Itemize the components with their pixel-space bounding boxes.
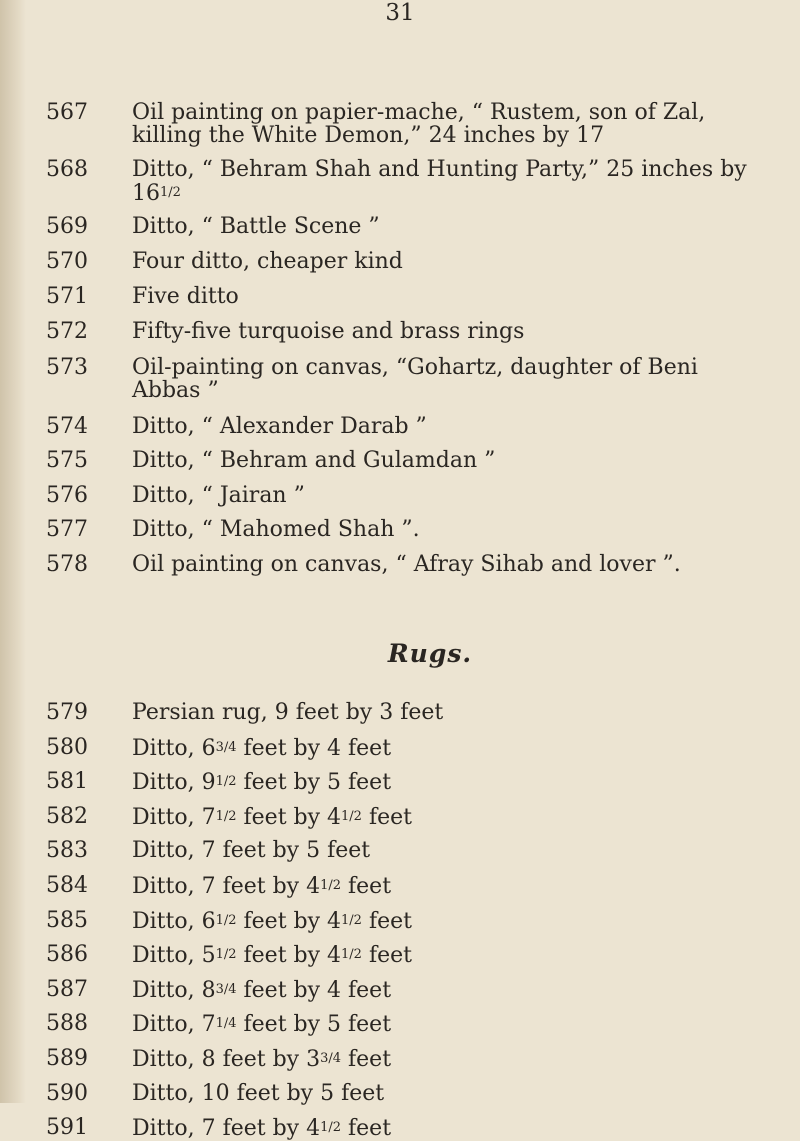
lot-description-text: Ditto, 5 [132,943,216,968]
lot-description [132,736,747,760]
lot-description [132,1012,747,1036]
fraction: 1/2 [320,878,342,893]
lot-description-text: feet by 4 [236,943,342,968]
lot-number: 567 [46,100,88,125]
lot-description [132,978,747,1002]
lot-description: Ditto, “ Battle Scene ” [132,214,380,239]
lot-number: 571 [46,284,88,309]
lot-number: 570 [46,249,88,274]
lot-description-text: Ditto, 8 feet by 3 [132,1047,321,1072]
lot-description-line: 16 [132,181,160,206]
lot-description: Five ditto [132,284,239,309]
lot-description-text: Ditto, 6 [132,736,216,761]
section-heading-rugs: Rugs. [387,639,473,668]
lot-number: 580 [46,735,88,760]
lot-description [132,158,747,205]
lot-description-text: feet by 4 [236,805,342,830]
lot-description: Fifty-five turquoise and brass rings [132,319,525,344]
fraction: 1/2 [341,913,362,928]
lot-description-text: Ditto, 7 feet by 5 feet [132,838,371,863]
lot-description-text: Ditto, 6 [132,909,216,934]
lot-description-text: Ditto, 7 feet by 4 [132,874,321,899]
lot-number: 569 [46,214,88,239]
lot-number: 568 [46,157,88,182]
lot-number: 584 [46,873,88,898]
lot-description-text: feet by 4 feet [236,978,392,1003]
lot-number: 577 [46,517,88,542]
fraction: 1/4 [215,1016,237,1031]
lot-description: Oil painting on canvas, “ Afray Sihab and lover ”. [132,552,681,577]
lot-description-text: feet [361,909,412,934]
lot-description: Ditto, “ Mahomed Shah ”. [132,517,420,542]
fraction: 1/2 [215,913,237,928]
lot-description-text: Persian rug, 9 feet by 3 feet [132,700,444,725]
fraction: 1/2 [215,809,237,824]
fraction: 3/4 [215,982,237,997]
lot-description-text: Ditto, 10 feet by 5 feet [132,1081,385,1106]
fraction: 3/4 [215,740,237,755]
lot-description [132,356,747,402]
lot-description-text: feet [341,874,392,899]
fraction: 1/2 [320,1120,342,1135]
lot-number: 590 [46,1081,88,1106]
lot-description-text: feet [361,943,412,968]
lot-number: 576 [46,483,88,508]
lot-description [132,1047,747,1071]
lot-number: 579 [46,700,88,725]
lot-description [132,1116,747,1140]
fraction: 1/2 [160,185,181,200]
lot-description: Ditto, “ Behram and Gulamdan ” [132,448,496,473]
page-number: 31 [385,0,415,26]
lot-number: 586 [46,942,88,967]
lot-description: Ditto, “ Jairan ” [132,483,305,508]
lot-description [132,1082,747,1105]
lot-number: 585 [46,908,88,933]
lot-description-line: Abbas ” [132,378,219,403]
lot-number: 581 [46,769,88,794]
lot-description-text: feet [341,1116,392,1141]
lot-description-text: Ditto, 7 [132,805,216,830]
lot-description-line: Oil painting on papier-mache, “ Rustem, son of Zal, [132,100,706,125]
lot-description-text: Ditto, 9 [132,770,216,795]
lot-number: 572 [46,319,88,344]
fraction: 1/2 [215,947,237,962]
lot-description [132,943,747,967]
lot-number: 587 [46,977,88,1002]
lot-description: Ditto, “ Alexander Darab ” [132,414,427,439]
lot-description-line: killing the White Demon,” 24 inches by 17 [132,123,605,148]
lot-number: 573 [46,355,88,380]
lot-description-text: Ditto, 8 [132,978,216,1003]
lot-description [132,101,747,147]
lot-description [132,909,747,933]
page-edge-shadow [0,0,26,1103]
lot-description [132,839,747,862]
lot-description [132,770,747,794]
fraction: 1/2 [341,947,362,962]
lot-number: 582 [46,804,88,829]
fraction: 1/2 [341,809,362,824]
lot-number: 588 [46,1011,88,1036]
lot-description: Four ditto, cheaper kind [132,249,403,274]
lot-description-text: Ditto, 7 [132,1012,216,1037]
lot-description-text: feet by 5 feet [236,1012,392,1037]
lot-description-text: feet by 4 [236,909,342,934]
lot-number: 574 [46,414,88,439]
lot-description-text: feet [361,805,412,830]
lot-description-line: Ditto, “ Behram Shah and Hunting Party,” 25 inches by [132,157,747,182]
lot-number: 575 [46,448,88,473]
fraction: 1/2 [215,774,237,789]
lot-number: 589 [46,1046,88,1071]
lot-number: 578 [46,552,88,577]
lot-description-text: Ditto, 7 feet by 4 [132,1116,321,1141]
lot-description-line: Oil-painting on canvas, “Gohartz, daughter of Beni [132,355,698,380]
lot-description [132,701,747,724]
lot-description-text: feet by 4 feet [236,736,392,761]
lot-description-text: feet [341,1047,392,1072]
lot-number: 591 [46,1115,88,1140]
lot-number: 583 [46,838,88,863]
lot-description [132,805,747,829]
fraction: 3/4 [320,1051,342,1066]
lot-description [132,874,747,898]
lot-description-text: feet by 5 feet [236,770,392,795]
